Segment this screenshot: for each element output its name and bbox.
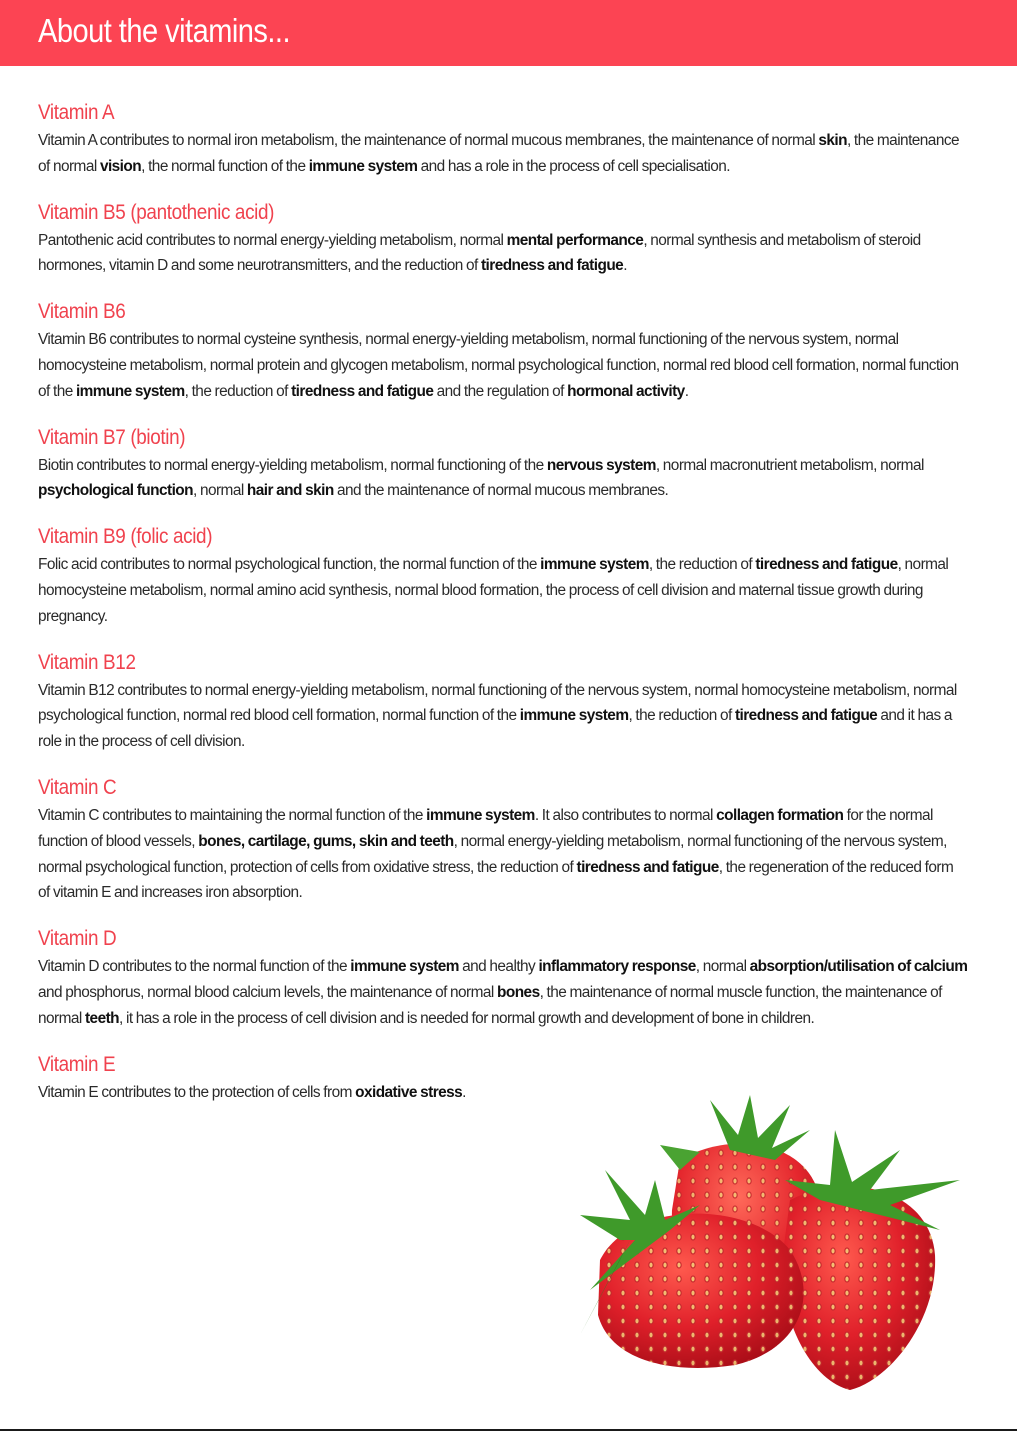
highlight-text: tiredness and fatigue — [291, 382, 434, 400]
vitamin-description — [38, 228, 968, 280]
highlight-text: inflammatory response — [538, 958, 696, 976]
vitamin-section — [38, 650, 968, 755]
highlight-text: immune system — [75, 382, 185, 400]
highlight-text: vision — [99, 157, 142, 175]
body-text: Vitamin B12 contributes to normal energy-yielding metabolism, normal functioning of the nervous system, normal homocysteine metabolism, normal psychological function, normal red blood cell formation, normal function of the — [38, 681, 957, 725]
body-text: and healthy — [458, 958, 539, 976]
body-text: Vitamin A contributes to normal iron metabolism, the maintenance of normal mucous membranes, the maintenance of normal — [38, 132, 819, 149]
vitamin-description — [38, 678, 968, 755]
highlight-text: tiredness and fatigue — [480, 257, 624, 275]
strawberry-right — [782, 1130, 960, 1390]
vitamin-section — [38, 100, 968, 180]
body-text: Vitamin D contributes to the normal function of the — [38, 958, 351, 976]
highlight-text: teeth — [84, 1009, 120, 1027]
highlight-text: immune system — [308, 157, 418, 175]
body-text: , the maintenance of normal muscle function, the maintenance of normal — [38, 983, 942, 1027]
body-text: and the regulation of — [433, 382, 568, 400]
highlight-text: immune system — [426, 806, 535, 824]
highlight-text: skin — [818, 132, 847, 149]
body-text: and it has a role in the process of cell division. — [38, 707, 952, 751]
highlight-text: bones, cartilage, gums, skin and teeth — [198, 832, 454, 850]
body-text: . It also contributes to normal — [534, 806, 717, 824]
vitamin-title: Vitamin B6 — [38, 300, 126, 324]
highlight-text: hormonal activity — [567, 382, 685, 400]
highlight-text: immune system — [519, 707, 629, 725]
highlight-text: psychological function — [38, 482, 193, 500]
body-text: , normal — [193, 482, 247, 500]
header-bar — [0, 0, 1017, 66]
vitamin-description — [38, 803, 968, 906]
body-text: , normal — [695, 958, 750, 976]
body-text: Vitamin E contributes to the protection of cells from — [38, 1083, 356, 1101]
vitamin-section — [38, 926, 968, 1031]
vitamin-title: Vitamin B7 (biotin) — [38, 425, 186, 449]
vitamin-title: Vitamin B12 — [38, 650, 136, 674]
body-text: and the maintenance of normal mucous membranes. — [333, 482, 669, 500]
vitamin-description — [38, 128, 968, 180]
vitamin-description — [38, 552, 968, 629]
body-text: for the normal function of blood vessels, — [38, 806, 933, 850]
vitamin-section — [38, 775, 968, 906]
body-text: , the maintenance of normal — [38, 132, 959, 175]
vitamin-title: Vitamin C — [38, 775, 117, 799]
highlight-text: absorption/utilisation of calcium — [749, 958, 968, 976]
vitamin-section — [38, 200, 968, 280]
body-text: , the reduction of — [648, 556, 756, 574]
vitamin-title: Vitamin B5 (pantothenic acid) — [38, 200, 275, 224]
body-text: and phosphorus, normal blood calcium levels, the maintenance of normal — [38, 983, 497, 1001]
body-text: , normal energy-yielding metabolism, normal functioning of the nervous system, normal psychological function, protection of cells from oxidative stress, the reduction of — [38, 832, 947, 876]
vitamin-list — [38, 100, 968, 1105]
highlight-text: tiredness and fatigue — [755, 556, 898, 574]
body-text: and has a role in the process of cell specialisation. — [417, 157, 731, 175]
body-text: , the reduction of — [628, 707, 735, 725]
highlight-text: mental performance — [506, 231, 644, 249]
highlight-text: collagen formation — [716, 806, 844, 824]
highlight-text: hair and skin — [246, 482, 334, 500]
highlight-text: nervous system — [546, 456, 656, 474]
vitamin-description — [38, 453, 968, 505]
vitamin-description — [38, 327, 968, 404]
vitamin-section — [38, 299, 968, 404]
body-text: , normal synthesis and metabolism of steroid hormones, vitamin D and some neurotransmitters, and the reduction of — [38, 231, 921, 275]
body-text: , the regeneration of the reduced form of vitamin E and increases iron absorption. — [38, 858, 954, 902]
body-text: . — [684, 382, 689, 400]
strawberries-icon — [560, 1090, 990, 1410]
page-title: About the vitamins... — [38, 12, 291, 49]
highlight-text: immune system — [350, 958, 459, 976]
body-text: . — [623, 257, 627, 275]
vitamin-section — [38, 425, 968, 505]
body-text: . — [462, 1083, 466, 1101]
bottom-border — [0, 1429, 1017, 1431]
body-text: Vitamin B6 contributes to normal cysteine synthesis, normal energy-yielding metabolism, normal functioning of the nervous system, normal homocysteine metabolism, normal protein and glycogen metabolism, normal psychological function, normal red blood cell formation, normal function of the — [38, 331, 959, 400]
body-text: , the reduction of — [184, 382, 292, 400]
body-text: , normal macronutrient metabolism, normal — [655, 456, 924, 474]
vitamin-title: Vitamin D — [38, 927, 117, 951]
vitamin-title: Vitamin E — [38, 1052, 116, 1076]
body-text: , it has a role in the process of cell division and is needed for normal growth and development of bone in children. — [119, 1009, 815, 1027]
highlight-text: tiredness and fatigue — [734, 707, 878, 725]
highlight-text: oxidative stress — [355, 1083, 463, 1101]
vitamin-description — [38, 954, 968, 1031]
body-text: Folic acid contributes to normal psychological function, the normal function of the — [38, 556, 541, 574]
vitamin-section — [38, 524, 968, 629]
body-text: , normal homocysteine metabolism, normal amino acid synthesis, normal blood formation, the process of cell division and maternal tissue growth during pregnancy. — [38, 556, 949, 625]
vitamin-title: Vitamin A — [38, 101, 115, 124]
body-text: Vitamin C contributes to maintaining the normal function of the — [38, 806, 427, 824]
highlight-text: immune system — [540, 556, 649, 574]
highlight-text: tiredness and fatigue — [576, 858, 719, 876]
highlight-text: bones — [497, 983, 540, 1001]
body-text: , the normal function of the — [141, 157, 309, 175]
body-text: Pantothenic acid contributes to normal energy-yielding metabolism, normal — [38, 231, 507, 249]
body-text: Biotin contributes to normal energy-yielding metabolism, normal functioning of the — [38, 456, 547, 474]
vitamin-title: Vitamin B9 (folic acid) — [38, 525, 213, 549]
